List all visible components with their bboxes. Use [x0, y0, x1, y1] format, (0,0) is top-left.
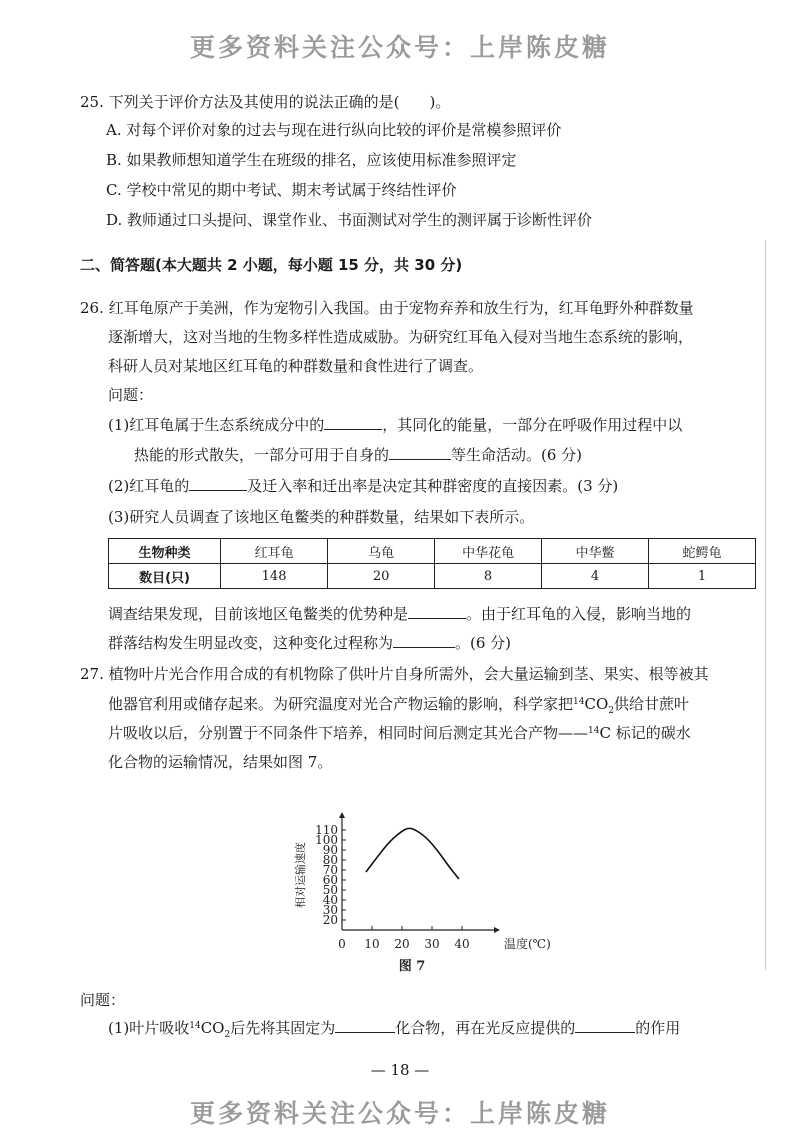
- answer-blank[interactable]: [335, 1018, 395, 1033]
- series-line: [366, 828, 459, 879]
- q26-p1-text-a: (1)红耳龟属于生态系统成分中的: [108, 416, 325, 434]
- table-header-cell: 乌龟: [328, 539, 435, 564]
- isotope-superscript: 14: [189, 1021, 201, 1031]
- y-tick-label: 50: [322, 883, 338, 897]
- q26-after-line1: [108, 604, 691, 624]
- table-cell: 4: [542, 564, 649, 589]
- y-tick-label: 70: [322, 863, 338, 877]
- x-tick-label: 10: [364, 937, 380, 951]
- x-axis-arrow: [494, 927, 500, 933]
- y-tick-label: 80: [322, 853, 338, 867]
- y-axis-arrow: [339, 812, 345, 818]
- q26-part2: [108, 476, 618, 496]
- q26-after-text-a: 调查结果发现，目前该地区龟鳖类的优势种是: [108, 605, 409, 623]
- table-cell: 8: [435, 564, 542, 589]
- q27-p1-text-b: 后先将其固定为: [230, 1019, 336, 1037]
- table-header-cell: 中华鳖: [542, 539, 649, 564]
- q26-after-text-c: 群落结构发生明显改变，这种变化过程称为: [108, 634, 394, 652]
- q26-p1-text-c: 热能的形式散失，一部分可用于自身的: [134, 446, 390, 464]
- table-header-cell: 生物种类: [109, 539, 221, 564]
- watermark-bottom: 更多资料关注公众号：上岸陈皮糖: [189, 1099, 610, 1128]
- isotope-superscript: 14: [588, 726, 600, 736]
- q26-p2-text-b: 及迁入率和迁出率是决定其种群密度的直接因素。(3 分): [247, 477, 619, 495]
- q27-line1: 27. 植物叶片光合作用合成的有机物除了供叶片自身所需外，会大量运输到茎、果实、根等被其: [80, 665, 709, 683]
- q27-part1: [108, 1018, 680, 1045]
- page-number: — 18 —: [370, 1061, 430, 1079]
- q25-option-c: C. 学校中常见的期中考试、期末考试属于终结性评价: [106, 181, 457, 199]
- q25-option-b: B. 如果教师想知道学生在班级的排名，应该使用标准参照评定: [106, 151, 517, 169]
- table-header-cell: 中华花龟: [435, 539, 542, 564]
- answer-blank[interactable]: [189, 476, 247, 491]
- y-tick-label: 110: [315, 823, 338, 837]
- table-header-cell: 蛇鳄龟: [649, 539, 756, 564]
- x-tick-label: 40: [454, 937, 470, 951]
- answer-blank[interactable]: [389, 445, 451, 460]
- table-cell: 1: [649, 564, 756, 589]
- answer-blank[interactable]: [324, 415, 382, 430]
- x-axis-label: 温度(℃): [504, 937, 551, 951]
- q26-part3: (3)研究人员调查了该地区龟鳖类的种群数量，结果如下表所示。: [108, 508, 535, 526]
- y-tick-label: 30: [322, 903, 338, 917]
- table-cell: 20: [328, 564, 435, 589]
- q26-question-label: 问题：: [108, 386, 154, 404]
- q26-p2-text-a: (2)红耳龟的: [108, 477, 190, 495]
- y-tick-label: 100: [315, 833, 338, 847]
- q27-question-label: 问题：: [80, 991, 126, 1009]
- table-row-label: 数目(只): [109, 564, 221, 589]
- q27-line4: 化合物的运输情况，结果如图 7。: [108, 753, 333, 771]
- formula-subscript: 2: [608, 706, 614, 716]
- species-count-table: [108, 538, 756, 589]
- q26-intro-3: 科研人员对某地区红耳龟的种群数量和食性进行了调查。: [108, 357, 484, 375]
- figure-caption: 图 7: [398, 959, 426, 974]
- answer-blank[interactable]: [408, 604, 466, 619]
- q27-line2-text-b: 供给甘蔗叶: [613, 695, 689, 713]
- formula-subscript: 2: [224, 1030, 231, 1040]
- answer-blank[interactable]: [393, 633, 455, 648]
- table-header-cell: 红耳龟: [221, 539, 328, 564]
- x-tick-label: 20: [394, 937, 410, 951]
- q27-line3-text-b: C 标记的碳水: [599, 724, 691, 742]
- q26-part1-line1: [108, 415, 682, 435]
- q26-intro-2: 逐渐增大，这对当地的生物多样性造成威胁。为研究红耳龟入侵对当地生态系统的影响，: [108, 328, 694, 346]
- q27-line3-text-a: 片吸收以后，分别置于不同条件下培养，相同时间后测定其光合产物——: [108, 724, 589, 742]
- q26-after-text-b: 。由于红耳龟的入侵，影响当地的: [466, 605, 692, 623]
- q26-after-text-d: 。(6 分): [455, 634, 512, 652]
- x-tick-label: 30: [424, 937, 440, 951]
- q27-p1-text-c: 化合物，再在光反应提供的: [395, 1019, 576, 1037]
- q25-option-d: D. 教师通过口头提问、课堂作业、书面测试对学生的测评属于诊断性评价: [106, 211, 593, 229]
- isotope-superscript: 14: [573, 697, 585, 707]
- q27-line2: [108, 694, 689, 721]
- y-tick-label: 40: [322, 893, 338, 907]
- y-tick-label: 20: [322, 913, 338, 927]
- q27-line3: [108, 723, 691, 743]
- watermark-top: 更多资料关注公众号：上岸陈皮糖: [189, 33, 610, 62]
- table-cell: 148: [221, 564, 328, 589]
- answer-blank[interactable]: [575, 1018, 635, 1033]
- q26-p1-text-d: 等生命活动。(6 分): [451, 446, 583, 464]
- scan-edge-line: [765, 240, 766, 970]
- q27-p1-text-a: (1)叶片吸收: [108, 1019, 190, 1037]
- formula-co: CO: [584, 695, 609, 713]
- temperature-transport-chart: [290, 790, 551, 975]
- x-tick-label: 0: [338, 937, 346, 951]
- formula-co: CO: [200, 1019, 225, 1037]
- q27-line2-text-a: 他器官利用或储存起来。为研究温度对光合产物运输的影响，科学家把: [108, 695, 574, 713]
- q26-p1-text-b: ，其同化的能量，一部分在呼吸作用过程中以: [382, 416, 683, 434]
- y-axis-label: 相对运输速度: [294, 842, 307, 908]
- y-tick-label: 90: [322, 843, 338, 857]
- q25-option-a: A. 对每个评价对象的过去与现在进行纵向比较的评价是常模参照评价: [106, 121, 562, 139]
- table-row: [109, 564, 756, 589]
- q26-after-line2: [108, 633, 511, 653]
- section-heading: 二、简答题(本大题共 2 小题，每小题 15 分，共 30 分): [80, 256, 463, 274]
- table-header-row: [109, 539, 756, 564]
- q26-intro-1: 26. 红耳龟原产于美洲，作为宠物引入我国。由于宠物弃养和放生行为，红耳龟野外种群数量: [80, 299, 694, 317]
- q27-p1-text-d: 的作用: [635, 1019, 681, 1037]
- q25-stem: 25. 下列关于评价方法及其使用的说法正确的是( )。: [80, 93, 451, 111]
- y-tick-label: 60: [322, 873, 338, 887]
- q26-part1-line2: [134, 445, 582, 465]
